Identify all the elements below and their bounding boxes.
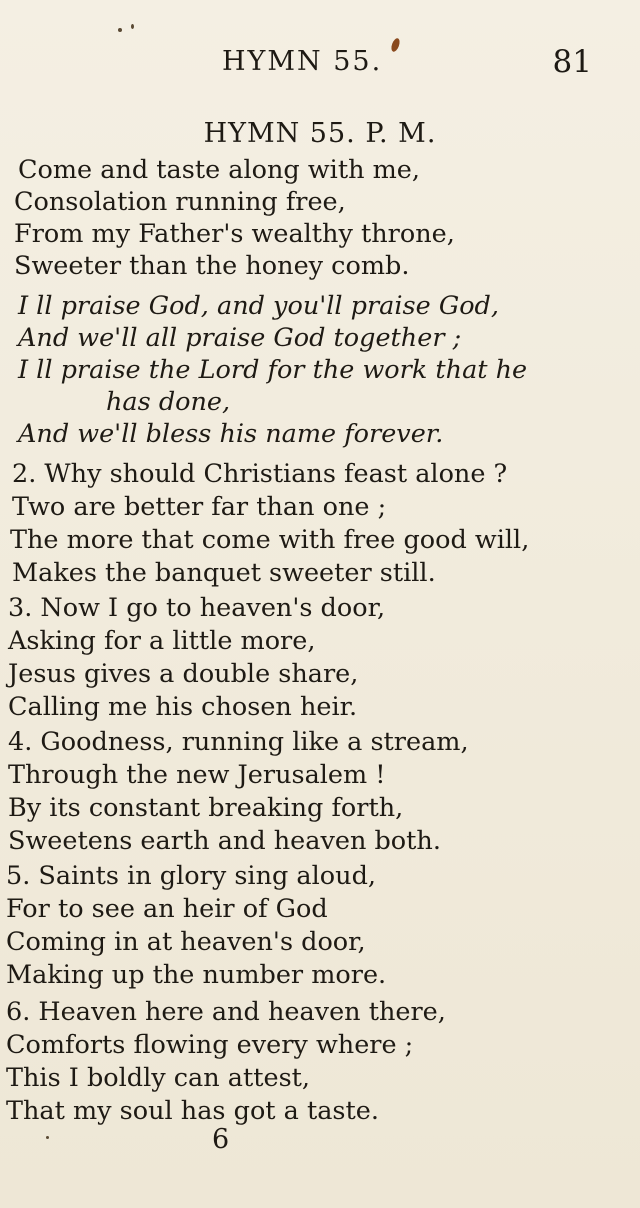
running-title: HYMN 55.	[222, 46, 383, 77]
verse-4-line-1: 4. Goodness, running like a stream,	[8, 727, 469, 757]
verse-6-line-2: Comforts flowing every where ;	[6, 1030, 414, 1060]
chorus-line-1: I ll praise God, and you'll praise God,	[18, 291, 499, 321]
verse-4-line-4: Sweetens earth and heaven both.	[8, 826, 441, 856]
verse-1-line-2: Consolation running free,	[14, 187, 346, 217]
chorus-line-3-runover: has done,	[106, 387, 231, 417]
verse-3-line-3: Jesus gives a double share,	[8, 659, 359, 689]
verse-1-line-3: From my Father's wealthy throne,	[14, 219, 455, 249]
verse-6-line-3: This I boldly can attest,	[6, 1063, 311, 1093]
verse-3-line-1: 3. Now I go to heaven's door,	[8, 593, 386, 623]
chorus-line-4: And we'll bless his name forever.	[18, 419, 444, 449]
chorus-line-2: And we'll all praise God together ;	[18, 323, 462, 353]
ink-speck	[46, 1136, 49, 1139]
page-number: 81	[552, 44, 592, 80]
verse-4-line-3: By its constant breaking forth,	[8, 793, 404, 823]
verse-2-line-3: The more that come with free good will,	[10, 525, 530, 555]
ink-speck	[131, 24, 134, 29]
signature-mark: 6	[212, 1124, 230, 1155]
verse-5-line-4: Making up the number more.	[6, 960, 387, 990]
verse-5-line-2: For to see an heir of God	[6, 894, 328, 924]
verse-2-line-2: Two are better far than one ;	[12, 492, 387, 522]
verse-2-line-1: 2. Why should Christians feast alone ?	[12, 459, 508, 489]
page-header	[0, 46, 640, 86]
verse-6-line-4: That my soul has got a taste.	[6, 1096, 379, 1126]
verse-1-line-4: Sweeter than the honey comb.	[14, 251, 410, 281]
verse-2-line-4: Makes the banquet sweeter still.	[12, 558, 436, 588]
verse-1-line-1: Come and taste along with me,	[18, 155, 420, 185]
verse-3-line-2: Asking for a little more,	[8, 626, 316, 656]
verse-3-line-4: Calling me his chosen heir.	[8, 692, 358, 722]
verse-5-line-3: Coming in at heaven's door,	[6, 927, 366, 957]
hymn-title: HYMN 55. P. M.	[203, 118, 437, 149]
chorus-line-3: I ll praise the Lord for the work that he	[18, 355, 528, 385]
verse-4-line-2: Through the new Jerusalem !	[8, 760, 386, 790]
verse-6-line-1: 6. Heaven here and heaven there,	[6, 997, 446, 1027]
verse-5-line-1: 5. Saints in glory sing aloud,	[6, 861, 376, 891]
ink-speck	[118, 28, 122, 32]
